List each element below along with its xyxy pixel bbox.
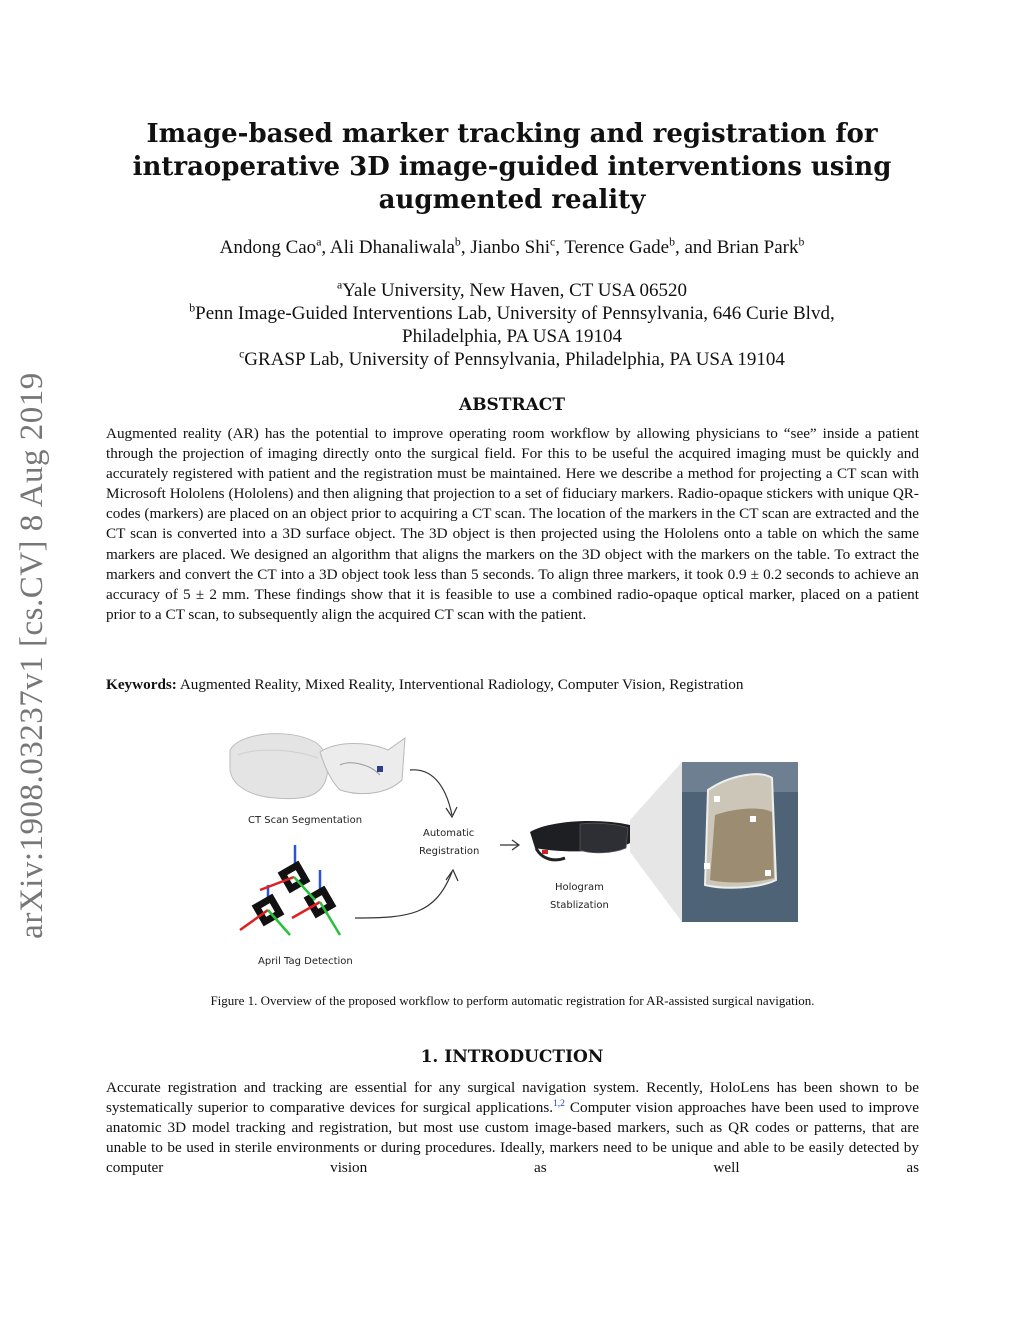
hologram-photo (682, 762, 798, 922)
affiliation-mark: b (189, 301, 196, 315)
affiliation-text: Yale University, New Haven, CT USA 06520 (342, 280, 688, 301)
author-affiliation-mark: b (454, 235, 461, 249)
arxiv-id-text: arXiv:1908.03237v1 [cs.CV] 8 Aug 2019 (13, 371, 50, 939)
citation-link[interactable]: 1,2 (553, 1099, 565, 1110)
author-affiliation-mark: c (550, 235, 556, 249)
author-name: Andong Cao (219, 237, 317, 258)
affiliation (100, 348, 924, 371)
affiliation-text: GRASP Lab, University of Pennsylvania, Philadelphia, PA USA 19104 (244, 349, 785, 370)
label-registration: Registration (419, 846, 480, 857)
author-affiliation-mark: b (798, 235, 805, 249)
hololens-headset-icon (530, 821, 632, 860)
section-heading-introduction: 1. INTRODUCTION (420, 1047, 604, 1067)
introduction-text (106, 1078, 919, 1178)
author-affiliation-mark: a (316, 235, 322, 249)
ct-scan-model-icon (230, 734, 405, 799)
affiliation-list (100, 279, 924, 371)
figure-caption: Figure 1. Overview of the proposed workflow to perform automatic registration for AR-assisted surgical navigation. (210, 993, 815, 1008)
arxiv-side-identifier (0, 350, 64, 960)
keywords (106, 676, 919, 694)
label-hologram: Hologram (555, 882, 604, 893)
intro-text-part: Accurate registration and tracking are essential for any surgical navigation system. Recently, HoloLens has been shown to be systematically superior to comparative devices for surgical applications. (106, 1079, 919, 1117)
keywords-label: Keywords: (106, 676, 177, 693)
author-name: Jianbo Shi (470, 237, 551, 258)
arrow-april-to-registration (355, 872, 452, 918)
author-separator: , (460, 237, 471, 258)
workflow-figure (220, 720, 820, 985)
author-name: Ali Dhanaliwala (329, 237, 455, 258)
author-affiliation-mark: b (669, 235, 675, 249)
affiliation-text: Penn Image-Guided Interventions Lab, University of Pennsylvania, 646 Curie Blvd, Philadelphia, PA USA 19104 (195, 303, 835, 347)
keywords-text: Augmented Reality, Mixed Reality, Interventional Radiology, Computer Vision, Registration (179, 676, 744, 693)
affiliation (100, 279, 924, 302)
author-separator: , and (675, 237, 717, 258)
label-april-tag: April Tag Detection (258, 956, 353, 967)
author-list (100, 237, 924, 259)
label-ct-segmentation: CT Scan Segmentation (248, 815, 363, 826)
affiliation-mark: c (239, 347, 245, 361)
author-separator: , (321, 237, 330, 258)
author-name: Terence Gade (564, 237, 670, 258)
author-name: Brian Park (716, 237, 799, 258)
label-automatic: Automatic (423, 828, 475, 839)
abstract-text: Augmented reality (AR) has the potential to improve operating room workflow by allowing physicians to “see” inside a patient through the projection of imaging directly onto the surgical field. For this to be useful the acquired imaging must be quickly and accurately registered with patient and the registration must be maintained. Here we describe a method for projecting a CT scan with Microsoft Hololens (Hololens) and then aligning that projection to a set of fiduciary markers. Radio-opaque stickers with unique QR-codes (markers) are placed on an object prior to acquiring a CT scan. The location of the markers in the CT scan are extracted and the CT scan is converted into a 3D surface object. The 3D object is then projected using the Hololens onto a table on which the same markers are placed. We designed an algorithm that aligns the markers on the 3D object with the markers on the table. To extract the markers and convert the CT into a 3D object took less than 5 seconds. To align three markers, it took 0.9 ± 0.2 seconds to achieve an accuracy of 5 ± 2 mm. These findings show that it is feasible to use a combined radio-opaque optical marker, placed on a patient prior to a CT scan, to subsequently align the acquired CT scan with the patient. (106, 425, 919, 623)
april-tag-markers-icon (240, 845, 340, 935)
abstract-heading: ABSTRACT (459, 395, 565, 415)
label-stabilization: Stablization (550, 900, 609, 911)
workflow-diagram (220, 720, 820, 985)
paper-title: Image-based marker tracking and registration for intraoperative 3D image-guided interventions using augmented reality (132, 119, 892, 215)
affiliation-mark: a (336, 278, 343, 292)
author-separator: , (555, 237, 565, 258)
projection-cone (630, 762, 682, 922)
intro-text-part: Computer vision approaches have been used to improve anatomic 3D model tracking and registration, but most use custom image-based markers, such as QR codes or patterns, that are unable to be used in sterile environments or during procedures. Ideally, markers need to be unique and able to be easily detected by computer vision as well as (106, 1099, 919, 1177)
affiliation (100, 302, 924, 348)
